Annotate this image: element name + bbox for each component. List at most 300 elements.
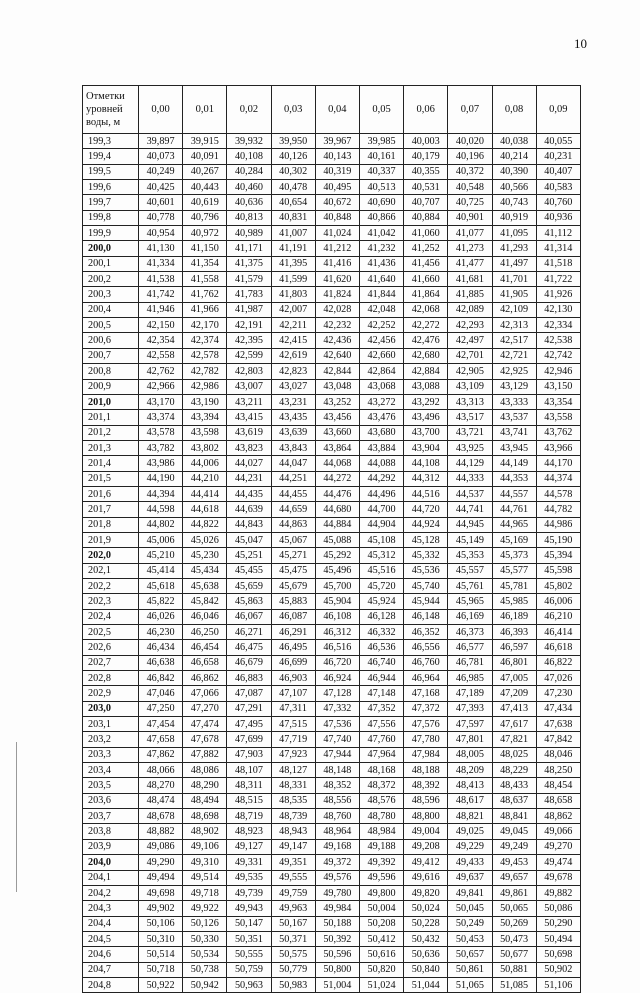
level-cell: 200,7 [83, 348, 139, 363]
value-cell: 48,494 [183, 793, 227, 808]
value-cell: 43,517 [448, 410, 492, 425]
value-cell: 46,985 [448, 671, 492, 686]
value-cell: 43,802 [183, 440, 227, 455]
value-cell: 41,620 [315, 272, 359, 287]
value-cell: 41,007 [271, 226, 315, 241]
value-cell: 43,782 [139, 440, 183, 455]
table-row [83, 655, 581, 670]
value-cell: 46,434 [139, 640, 183, 655]
column-header: 0,04 [315, 86, 359, 134]
value-cell: 50,167 [271, 916, 315, 931]
value-cell: 50,045 [448, 901, 492, 916]
value-cell: 47,474 [183, 717, 227, 732]
value-cell: 48,637 [492, 793, 536, 808]
value-cell: 47,903 [227, 747, 271, 762]
value-cell: 49,229 [448, 839, 492, 854]
column-header: 0,01 [183, 86, 227, 134]
level-cell: 203,9 [83, 839, 139, 854]
value-cell: 48,902 [183, 824, 227, 839]
value-cell: 42,232 [315, 318, 359, 333]
table-row [83, 947, 581, 962]
value-cell: 43,211 [227, 394, 271, 409]
value-cell: 44,068 [315, 456, 359, 471]
value-cell: 48,413 [448, 778, 492, 793]
value-cell: 50,800 [315, 962, 359, 977]
value-cell: 43,864 [315, 440, 359, 455]
value-cell: 40,583 [536, 180, 580, 195]
value-cell: 50,494 [536, 931, 580, 946]
value-cell: 50,636 [404, 947, 448, 962]
value-cell: 44,639 [227, 502, 271, 517]
level-cell: 199,6 [83, 180, 139, 195]
value-cell: 46,046 [183, 609, 227, 624]
value-cell: 50,330 [183, 931, 227, 946]
value-cell: 40,495 [315, 180, 359, 195]
level-cell: 201,1 [83, 410, 139, 425]
table-row [83, 809, 581, 824]
value-cell: 40,337 [359, 164, 403, 179]
table-row [83, 532, 581, 547]
value-cell: 44,149 [492, 456, 536, 471]
value-cell: 48,331 [271, 778, 315, 793]
value-cell: 40,355 [404, 164, 448, 179]
value-cell: 47,495 [227, 717, 271, 732]
value-cell: 42,007 [271, 302, 315, 317]
value-cell: 48,209 [448, 763, 492, 778]
value-cell: 46,454 [183, 640, 227, 655]
value-cell: 51,106 [536, 977, 580, 992]
level-cell: 204,6 [83, 947, 139, 962]
level-cell: 201,8 [83, 517, 139, 532]
table-row [83, 333, 581, 348]
value-cell: 47,087 [227, 686, 271, 701]
value-cell: 42,986 [183, 379, 227, 394]
level-cell: 202,2 [83, 578, 139, 593]
value-cell: 50,106 [139, 916, 183, 931]
value-cell: 50,249 [448, 916, 492, 931]
table-row [83, 134, 581, 149]
value-cell: 47,740 [315, 732, 359, 747]
table-row [83, 793, 581, 808]
value-cell: 41,212 [315, 241, 359, 256]
value-cell: 40,989 [227, 226, 271, 241]
value-cell: 45,169 [492, 532, 536, 547]
value-cell: 49,474 [536, 855, 580, 870]
value-cell: 46,108 [315, 609, 359, 624]
value-cell: 48,617 [448, 793, 492, 808]
value-cell: 47,332 [315, 701, 359, 716]
value-cell: 39,932 [227, 134, 271, 149]
value-cell: 44,047 [271, 456, 315, 471]
value-cell: 47,168 [404, 686, 448, 701]
level-cell: 201,3 [83, 440, 139, 455]
value-cell: 46,067 [227, 609, 271, 624]
level-cell: 203,4 [83, 763, 139, 778]
value-cell: 40,302 [271, 164, 315, 179]
value-cell: 46,169 [448, 609, 492, 624]
value-cell: 39,915 [183, 134, 227, 149]
value-cell: 42,640 [315, 348, 359, 363]
value-cell: 48,760 [315, 809, 359, 824]
value-cell: 40,901 [448, 210, 492, 225]
table-row [83, 778, 581, 793]
value-cell: 43,762 [536, 425, 580, 440]
value-cell: 47,434 [536, 701, 580, 716]
value-cell: 40,108 [227, 149, 271, 164]
value-cell: 50,698 [536, 947, 580, 962]
value-cell: 43,150 [536, 379, 580, 394]
value-cell: 45,536 [404, 563, 448, 578]
value-cell: 50,371 [271, 931, 315, 946]
value-cell: 43,231 [271, 394, 315, 409]
table-row [83, 578, 581, 593]
level-cell: 199,7 [83, 195, 139, 210]
value-cell: 49,433 [448, 855, 492, 870]
value-cell: 40,760 [536, 195, 580, 210]
value-cell: 50,351 [227, 931, 271, 946]
value-cell: 50,432 [404, 931, 448, 946]
value-cell: 40,161 [359, 149, 403, 164]
value-cell: 47,536 [315, 717, 359, 732]
value-cell: 48,862 [536, 809, 580, 824]
water-level-table [82, 85, 581, 993]
table-header [83, 86, 581, 134]
value-cell: 41,844 [359, 287, 403, 302]
value-cell: 40,249 [139, 164, 183, 179]
value-cell: 49,310 [183, 855, 227, 870]
level-cell: 204,7 [83, 962, 139, 977]
value-cell: 49,004 [404, 824, 448, 839]
table-row [83, 180, 581, 195]
value-cell: 44,863 [271, 517, 315, 532]
level-cell: 203,0 [83, 701, 139, 716]
value-cell: 50,596 [315, 947, 359, 962]
table-row [83, 287, 581, 302]
value-cell: 47,576 [404, 717, 448, 732]
header-row [83, 86, 581, 134]
table-row [83, 517, 581, 532]
value-cell: 42,782 [183, 364, 227, 379]
value-cell: 50,004 [359, 901, 403, 916]
value-cell: 49,066 [536, 824, 580, 839]
value-cell: 47,678 [183, 732, 227, 747]
value-cell: 49,861 [492, 885, 536, 900]
value-cell: 41,095 [492, 226, 536, 241]
value-cell: 42,456 [359, 333, 403, 348]
table-row [83, 839, 581, 854]
value-cell: 49,331 [227, 855, 271, 870]
value-cell: 45,108 [359, 532, 403, 547]
value-cell: 43,558 [536, 410, 580, 425]
value-cell: 42,864 [359, 364, 403, 379]
value-cell: 44,129 [448, 456, 492, 471]
value-cell: 46,250 [183, 625, 227, 640]
value-cell: 42,701 [448, 348, 492, 363]
value-cell: 48,698 [183, 809, 227, 824]
value-cell: 48,943 [271, 824, 315, 839]
value-cell: 50,738 [183, 962, 227, 977]
value-cell: 45,332 [404, 548, 448, 563]
value-cell: 40,073 [139, 149, 183, 164]
level-cell: 202,7 [83, 655, 139, 670]
value-cell: 40,143 [315, 149, 359, 164]
value-cell: 50,922 [139, 977, 183, 992]
value-cell: 42,966 [139, 379, 183, 394]
value-cell: 45,496 [315, 563, 359, 578]
value-cell: 40,707 [404, 195, 448, 210]
value-cell: 45,434 [183, 563, 227, 578]
value-cell: 42,170 [183, 318, 227, 333]
value-cell: 43,252 [315, 394, 359, 409]
value-cell: 46,414 [536, 625, 580, 640]
value-cell: 41,660 [404, 272, 448, 287]
value-cell: 41,191 [271, 241, 315, 256]
level-cell: 204,2 [83, 885, 139, 900]
value-cell: 50,677 [492, 947, 536, 962]
value-cell: 44,108 [404, 456, 448, 471]
value-cell: 45,720 [359, 578, 403, 593]
value-cell: 48,229 [492, 763, 536, 778]
value-cell: 47,780 [404, 732, 448, 747]
value-cell: 40,179 [404, 149, 448, 164]
value-cell: 42,068 [404, 302, 448, 317]
table-body [83, 134, 581, 993]
value-cell: 44,761 [492, 502, 536, 517]
value-cell: 44,455 [271, 486, 315, 501]
value-cell: 43,843 [271, 440, 315, 455]
value-cell: 49,820 [404, 885, 448, 900]
table-row [83, 210, 581, 225]
value-cell: 49,678 [536, 870, 580, 885]
level-cell: 200,6 [83, 333, 139, 348]
value-cell: 44,598 [139, 502, 183, 517]
table-row [83, 164, 581, 179]
value-cell: 42,415 [271, 333, 315, 348]
value-cell: 40,003 [404, 134, 448, 149]
value-cell: 40,513 [359, 180, 403, 195]
value-cell: 48,025 [492, 747, 536, 762]
value-cell: 46,883 [227, 671, 271, 686]
value-cell: 46,740 [359, 655, 403, 670]
table-row [83, 502, 581, 517]
value-cell: 47,556 [359, 717, 403, 732]
value-cell: 48,556 [315, 793, 359, 808]
value-cell: 40,372 [448, 164, 492, 179]
value-cell: 51,024 [359, 977, 403, 992]
value-cell: 46,658 [183, 655, 227, 670]
value-cell: 44,374 [536, 471, 580, 486]
value-cell: 43,619 [227, 425, 271, 440]
value-cell: 45,618 [139, 578, 183, 593]
column-header: 0,00 [139, 86, 183, 134]
value-cell: 46,373 [448, 625, 492, 640]
value-cell: 49,086 [139, 839, 183, 854]
value-cell: 48,882 [139, 824, 183, 839]
value-cell: 49,045 [492, 824, 536, 839]
table-row [83, 901, 581, 916]
value-cell: 40,214 [492, 149, 536, 164]
value-cell: 47,372 [404, 701, 448, 716]
table-row [83, 272, 581, 287]
value-cell: 48,086 [183, 763, 227, 778]
value-cell: 40,443 [183, 180, 227, 195]
level-cell: 201,5 [83, 471, 139, 486]
value-cell: 45,740 [404, 578, 448, 593]
level-cell: 203,5 [83, 778, 139, 793]
table-row [83, 471, 581, 486]
value-cell: 50,861 [448, 962, 492, 977]
value-cell: 46,352 [404, 625, 448, 640]
value-cell: 50,616 [359, 947, 403, 962]
value-cell: 46,862 [183, 671, 227, 686]
column-header: 0,07 [448, 86, 492, 134]
value-cell: 51,065 [448, 977, 492, 992]
value-cell: 43,048 [315, 379, 359, 394]
value-cell: 44,904 [359, 517, 403, 532]
value-cell: 48,515 [227, 793, 271, 808]
level-cell: 202,0 [83, 548, 139, 563]
value-cell: 41,966 [183, 302, 227, 317]
value-cell: 47,597 [448, 717, 492, 732]
level-cell: 200,0 [83, 241, 139, 256]
level-cell: 201,9 [83, 532, 139, 547]
value-cell: 41,436 [359, 256, 403, 271]
value-cell: 50,086 [536, 901, 580, 916]
value-cell: 50,840 [404, 962, 448, 977]
value-cell: 48,148 [315, 763, 359, 778]
value-cell: 43,354 [536, 394, 580, 409]
value-cell: 47,638 [536, 717, 580, 732]
value-cell: 43,068 [359, 379, 403, 394]
value-cell: 47,760 [359, 732, 403, 747]
value-cell: 41,885 [448, 287, 492, 302]
value-cell: 49,127 [227, 839, 271, 854]
level-cell: 204,0 [83, 855, 139, 870]
value-cell: 40,020 [448, 134, 492, 149]
value-cell: 41,497 [492, 256, 536, 271]
value-cell: 48,780 [359, 809, 403, 824]
value-cell: 48,270 [139, 778, 183, 793]
level-cell: 203,6 [83, 793, 139, 808]
value-cell: 43,884 [359, 440, 403, 455]
value-cell: 43,598 [183, 425, 227, 440]
value-cell: 42,211 [271, 318, 315, 333]
value-cell: 49,739 [227, 885, 271, 900]
value-cell: 50,147 [227, 916, 271, 931]
value-cell: 42,946 [536, 364, 580, 379]
table-row [83, 594, 581, 609]
value-cell: 47,066 [183, 686, 227, 701]
level-cell: 202,5 [83, 625, 139, 640]
value-cell: 43,639 [271, 425, 315, 440]
value-cell: 49,514 [183, 870, 227, 885]
level-cell: 201,4 [83, 456, 139, 471]
value-cell: 48,046 [536, 747, 580, 762]
value-cell: 44,884 [315, 517, 359, 532]
value-cell: 49,025 [448, 824, 492, 839]
value-cell: 42,905 [448, 364, 492, 379]
value-cell: 45,679 [271, 578, 315, 593]
value-cell: 42,762 [139, 364, 183, 379]
value-cell: 41,946 [139, 302, 183, 317]
value-cell: 51,085 [492, 977, 536, 992]
value-cell: 47,046 [139, 686, 183, 701]
value-cell: 45,944 [404, 594, 448, 609]
value-cell: 43,272 [359, 394, 403, 409]
value-cell: 48,923 [227, 824, 271, 839]
value-cell: 45,292 [315, 548, 359, 563]
value-cell: 41,824 [315, 287, 359, 302]
value-cell: 50,881 [492, 962, 536, 977]
value-cell: 50,534 [183, 947, 227, 962]
value-cell: 47,311 [271, 701, 315, 716]
value-cell: 44,231 [227, 471, 271, 486]
value-cell: 43,088 [404, 379, 448, 394]
value-cell: 49,984 [315, 901, 359, 916]
level-cell: 203,2 [83, 732, 139, 747]
value-cell: 45,455 [227, 563, 271, 578]
value-cell: 43,904 [404, 440, 448, 455]
value-cell: 41,640 [359, 272, 403, 287]
value-cell: 41,273 [448, 241, 492, 256]
value-cell: 46,291 [271, 625, 315, 640]
value-cell: 46,230 [139, 625, 183, 640]
table-row [83, 931, 581, 946]
level-cell: 203,8 [83, 824, 139, 839]
value-cell: 48,005 [448, 747, 492, 762]
value-cell: 42,395 [227, 333, 271, 348]
table-row [83, 149, 581, 164]
level-cell: 204,4 [83, 916, 139, 931]
value-cell: 51,044 [404, 977, 448, 992]
table-row [83, 977, 581, 992]
value-cell: 40,566 [492, 180, 536, 195]
table-row [83, 226, 581, 241]
value-cell: 45,190 [536, 532, 580, 547]
value-cell: 41,762 [183, 287, 227, 302]
value-cell: 42,109 [492, 302, 536, 317]
value-cell: 47,250 [139, 701, 183, 716]
value-cell: 43,986 [139, 456, 183, 471]
value-cell: 42,599 [227, 348, 271, 363]
table-row [83, 563, 581, 578]
level-cell: 202,3 [83, 594, 139, 609]
value-cell: 44,435 [227, 486, 271, 501]
value-cell: 49,718 [183, 885, 227, 900]
value-cell: 41,060 [404, 226, 448, 241]
value-cell: 41,579 [227, 272, 271, 287]
value-cell: 40,407 [536, 164, 580, 179]
value-cell: 49,392 [359, 855, 403, 870]
value-cell: 41,783 [227, 287, 271, 302]
value-cell: 47,270 [183, 701, 227, 716]
value-cell: 44,496 [359, 486, 403, 501]
value-cell: 50,514 [139, 947, 183, 962]
value-cell: 49,168 [315, 839, 359, 854]
value-cell: 42,823 [271, 364, 315, 379]
value-cell: 43,823 [227, 440, 271, 455]
value-cell: 43,700 [404, 425, 448, 440]
value-cell: 46,964 [404, 671, 448, 686]
value-cell: 41,077 [448, 226, 492, 241]
value-cell: 41,987 [227, 302, 271, 317]
value-cell: 45,312 [359, 548, 403, 563]
value-cell: 49,535 [227, 870, 271, 885]
value-cell: 48,821 [448, 809, 492, 824]
value-cell: 48,250 [536, 763, 580, 778]
table-row [83, 870, 581, 885]
value-cell: 47,882 [183, 747, 227, 762]
